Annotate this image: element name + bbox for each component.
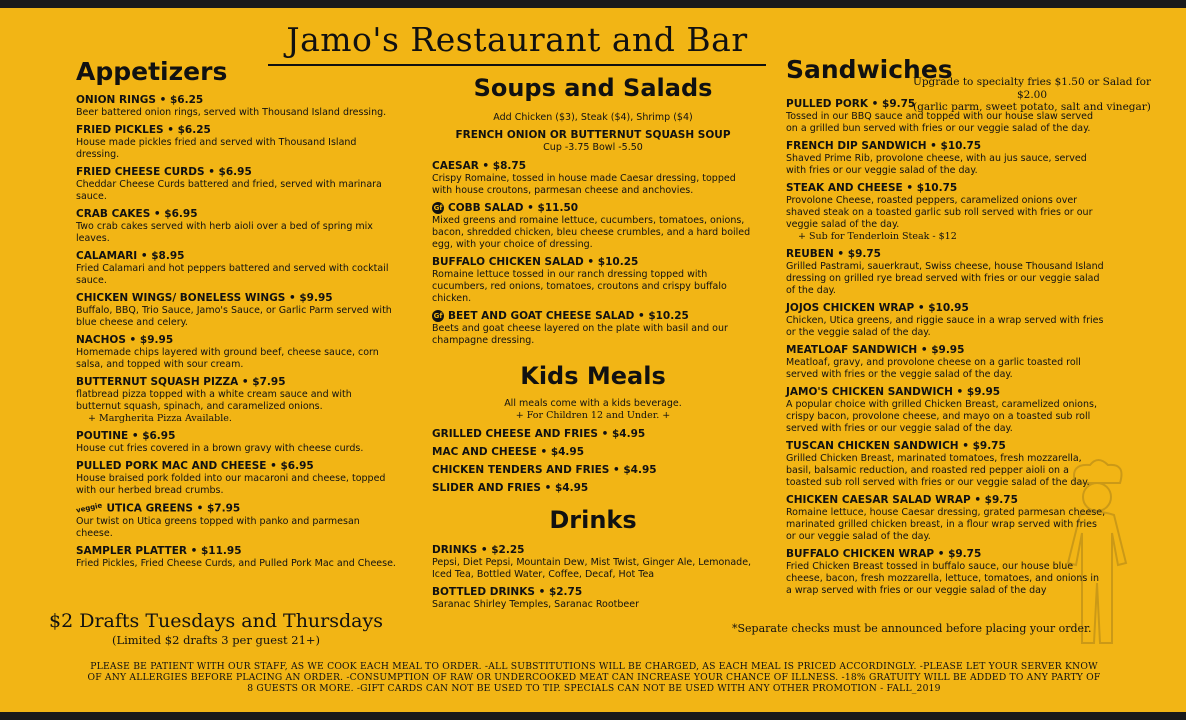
menu-item-description: House braised pork folded into our macaroni and cheese, topped with our herbed bread crumbs. (76, 473, 386, 496)
menu-item-description: Romaine lettuce tossed in our ranch dressing topped with cucumbers, red onions, tomatoes, croutons and crispy buffalo chicken. (432, 269, 727, 304)
menu-item-description: Buffalo, BBQ, Trio Sauce, Jamo's Sauce, or Garlic Parm served with blue cheese and celery. (76, 305, 392, 328)
menu-item-description: Saranac Shirley Temples, Saranac Rootbeer (432, 599, 639, 610)
menu-item-description: Cheddar Cheese Curds battered and fried, served with marinara sauce. (76, 179, 382, 202)
gluten-free-icon: Gf (433, 204, 443, 212)
kids-heading: Kids Meals (520, 362, 666, 390)
menu-item-name: FRENCH DIP SANDWICH • $10.75 (786, 140, 982, 152)
drafts-subline: (Limited $2 drafts 3 per guest 21+) (111, 633, 321, 647)
salad-list (432, 160, 754, 347)
menu-item-name: veggie UTICA GREENS • $7.95 (76, 502, 396, 516)
gluten-free-icon: Gf (433, 312, 443, 320)
menu-item-description: Fried Chicken Breast tossed in buffalo sauce, our house blue cheese, bacon, fresh mozzarella, lettuce, tomatoes, and onions in a wrap served with fries or our veggie salad of the day (786, 561, 1100, 596)
drinks-heading: Drinks (549, 506, 637, 534)
menu-item-description: Romaine lettuce, house Caesar dressing, grated parmesan cheese, marinated grilled chicken breast, in a flour wrap served with fries or our veggie salad of the day. (786, 507, 1106, 542)
soups-heading: Soups and Salads (473, 74, 713, 102)
upgrade-line: Upgrade to specialty fries $1.50 or Salad for $2.00 (912, 76, 1152, 101)
menu-item (786, 140, 1106, 177)
menu-item (432, 544, 754, 581)
menu-item-name: Gf COBB SALAD • $11.50 (433, 202, 579, 214)
drinks-section (432, 506, 754, 616)
menu-item-addon: + Sub for Tenderloin Steak - $12 (798, 231, 957, 242)
menu-item-description: House cut fries covered in a brown gravy with cheese curds. (76, 443, 364, 454)
soup-name: FRENCH ONION OR BUTTERNUT SQUASH SOUP (455, 129, 731, 141)
menu-item (76, 208, 396, 245)
menu-item (76, 430, 396, 455)
menu-item-description: A popular choice with grilled Chicken Breast, caramelized onions, crispy bacon, provolone cheese, and mayo on a toasted sub roll served with fries or our veggie salad of the day. (786, 399, 1097, 434)
kids-section (432, 362, 754, 500)
menu-item (76, 166, 396, 203)
separate-checks-note: *Separate checks must be announced before placing your order. (732, 622, 1092, 635)
menu-item (432, 586, 754, 611)
menu-item-name: JOJOS CHICKEN WRAP • $10.95 (786, 302, 969, 314)
menu-item-description: Meatloaf, gravy, and provolone cheese on a garlic toasted roll served with fries or the veggie salad of the day. (786, 357, 1081, 380)
menu-item (76, 545, 396, 570)
menu-item-description: Provolone Cheese, roasted peppers, caramelized onions over shaved steak on a toasted garlic sub roll served with fries or our veggie salad of the day. (786, 195, 1093, 230)
menu-item-name: SAMPLER PLATTER • $11.95 (76, 544, 242, 557)
footer-policies: PLEASE BE PATIENT WITH OUR STAFF, AS WE COOK EACH MEAL TO ORDER. -ALL SUBSTITUTIONS WILL BE CHARGED, AS EACH MEAL IS PRICED ACCORDINGLY. -PLEASE LET YOUR SERVER KNOW OF ANY ALLERGIES BEFORE PLACING AN ORDER. -CONSUMPTION OF RAW OR UNDERCOOKED MEAT CAN INCREASE YOUR CHANCE OF ILLNESS. -18% GRATUITY WILL BE ADDED TO ANY PARTY OF 8 GUESTS OR MORE. -GIFT CARDS CAN NOT BE USED TO TIP. SPECIALS CAN NOT BE USED WITH ANY OTHER PROMOTION - FALL_2019 (87, 661, 1101, 694)
menu-item-description: Mixed greens and romaine lettuce, cucumbers, tomatoes, onions, bacon, shredded chicken, bleu cheese crumbles, and a hard boiled egg, with your choice of dressing. (432, 215, 751, 250)
menu-item-description: House made pickles fried and served with Thousand Island dressing. (76, 137, 357, 160)
add-protein-note: Add Chicken ($3), Steak ($4), Shrimp ($4) (493, 112, 693, 123)
menu-item (76, 376, 396, 425)
menu-item-name: BUFFALO CHICKEN SALAD • $10.25 (432, 256, 639, 268)
menu-item-name: FRIED PICKLES • $6.25 (76, 124, 211, 136)
drafts-promo (40, 609, 392, 648)
drafts-headline: $2 Drafts Tuesdays and Thursdays (49, 610, 383, 632)
menu-item-description: Crispy Romaine, tossed in house made Caesar dressing, topped with house croutons, parmesan cheese and anchovies. (432, 173, 736, 196)
menu-item-name: CALAMARI • $8.95 (76, 250, 185, 262)
menu-item-name: REUBEN • $9.75 (786, 248, 881, 260)
menu-item-name: STEAK AND CHEESE • $10.75 (786, 182, 958, 194)
drinks-list (432, 544, 754, 611)
menu-item-description: Shaved Prime Rib, provolone cheese, with au jus sauce, served with fries or our veggie salad of the day. (786, 153, 1087, 176)
menu-item-description: Grilled Chicken Breast, marinated tomatoes, fresh mozzarella, basil, balsamic reduction, and roasted red pepper aioli on a toasted sub roll served with fries or our veggie salad of the day. (786, 453, 1090, 488)
menu-item-description: Fried Calamari and hot peppers battered and served with cocktail sauce. (76, 263, 389, 286)
kids-menu-item: GRILLED CHEESE AND FRIES • $4.95 (432, 428, 646, 440)
menu-item-name: TUSCAN CHICKEN SANDWICH • $9.75 (786, 440, 1006, 452)
menu-item (432, 310, 754, 347)
menu-page (0, 8, 1186, 712)
kids-list (432, 428, 754, 495)
menu-item (76, 292, 396, 329)
veggie-badge-icon: veggie (75, 501, 103, 515)
menu-item-description: Our twist on Utica greens topped with panko and parmesan cheese. (76, 515, 360, 539)
menu-item (76, 94, 396, 119)
menu-item-description: Beer battered onion rings, served with Thousand Island dressing. (76, 107, 387, 118)
menu-item (432, 202, 754, 251)
menu-item-name: CAESAR • $8.75 (432, 160, 527, 172)
menu-item-description: Pepsi, Diet Pepsi, Mountain Dew, Mist Twist, Ginger Ale, Lemonade, Iced Tea, Bottled Water, Coffee, Decaf, Hot Tea (432, 557, 752, 580)
menu-item-name: NACHOS • $9.95 (76, 334, 174, 346)
menu-item-description: Grilled Pastrami, sauerkraut, Swiss cheese, house Thousand Island dressing on grilled rye bread served with fries or our veggie salad of the day. (786, 261, 1104, 296)
menu-item-name: ONION RINGS • $6.25 (76, 94, 204, 106)
menu-item (76, 250, 396, 287)
upgrade-options: (garlic parm, sweet potato, salt and vinegar) (913, 101, 1151, 113)
kids-menu-item: MAC AND CHEESE • $4.95 (432, 446, 585, 458)
menu-item-description: flatbread pizza topped with a white cream sauce and with butternut squash, spinach, and caramelized onions. (76, 389, 352, 412)
menu-item-name: POUTINE • $6.95 (76, 430, 176, 442)
menu-item-name: PULLED PORK • $9.75 (786, 98, 916, 110)
appetizers-heading: Appetizers (76, 57, 228, 86)
kids-age-note: + For Children 12 and Under. + (515, 410, 671, 421)
menu-item (786, 182, 1106, 243)
menu-item (76, 460, 396, 497)
menu-item-description: Chicken, Utica greens, and riggie sauce in a wrap served with fries or the veggie salad of the day. (786, 315, 1104, 338)
menu-item-addon: + Margherita Pizza Available. (88, 413, 232, 424)
menu-item-name: CHICKEN CAESAR SALAD WRAP • $9.75 (786, 494, 1018, 506)
menu-item (432, 256, 754, 305)
menu-item-name: DRINKS • $2.25 (432, 544, 525, 556)
menu-item-name: CHICKEN WINGS/ BONELESS WINGS • $9.95 (76, 292, 333, 304)
menu-item-description: Fried Pickles, Fried Cheese Curds, and Pulled Pork Mac and Cheese. (76, 557, 396, 569)
menu-item-name: JAMO'S CHICKEN SANDWICH • $9.95 (786, 386, 1001, 398)
restaurant-title: Jamo's Restaurant and Bar (286, 20, 748, 59)
menu-item (432, 160, 754, 197)
menu-item-name: CRAB CAKES • $6.95 (76, 208, 198, 220)
menu-item-name: BUFFALO CHICKEN WRAP • $9.75 (786, 548, 982, 560)
upgrade-note (906, 76, 1158, 114)
soup-price: Cup -3.75 Bowl -5.50 (543, 142, 643, 153)
kids-menu-item: CHICKEN TENDERS AND FRIES • $4.95 (432, 464, 657, 476)
appetizers-section (76, 58, 396, 575)
menu-item (786, 344, 1106, 381)
menu-item-description: Two crab cakes served with herb aioli over a bed of spring mix leaves. (76, 221, 373, 244)
appetizer-list (76, 94, 396, 570)
menu-item (76, 502, 396, 540)
soups-salads-section (432, 74, 754, 352)
menu-item-name: FRIED CHEESE CURDS • $6.95 (76, 166, 252, 178)
kids-menu-item: SLIDER AND FRIES • $4.95 (432, 482, 589, 494)
sandwiches-heading: Sandwiches (786, 55, 953, 84)
menu-item-description: Homemade chips layered with ground beef, cheese sauce, corn salsa, and topped with sour cream. (76, 347, 379, 370)
menu-item-name: BUTTERNUT SQUASH PIZZA • $7.95 (76, 376, 286, 388)
kids-note: All meals come with a kids beverage. (504, 398, 682, 409)
menu-item-name: Gf BEET AND GOAT CHEESE SALAD • $10.25 (433, 310, 689, 322)
menu-item-name: MEATLOAF SANDWICH • $9.95 (786, 344, 965, 356)
menu-item (76, 124, 396, 161)
menu-item (786, 386, 1106, 435)
menu-item-name: BOTTLED DRINKS • $2.75 (432, 586, 583, 598)
menu-item-description: Tossed in our BBQ sauce and topped with our house slaw served on a grilled bun served with fries or our veggie salad of the day. (786, 111, 1094, 134)
menu-item (76, 334, 396, 371)
menu-item (786, 302, 1106, 339)
menu-item-name: PULLED PORK MAC AND CHEESE • $6.95 (76, 460, 314, 472)
menu-item (786, 248, 1106, 297)
menu-item-description: Beets and goat cheese layered on the plate with basil and our champagne dressing. (432, 323, 728, 346)
